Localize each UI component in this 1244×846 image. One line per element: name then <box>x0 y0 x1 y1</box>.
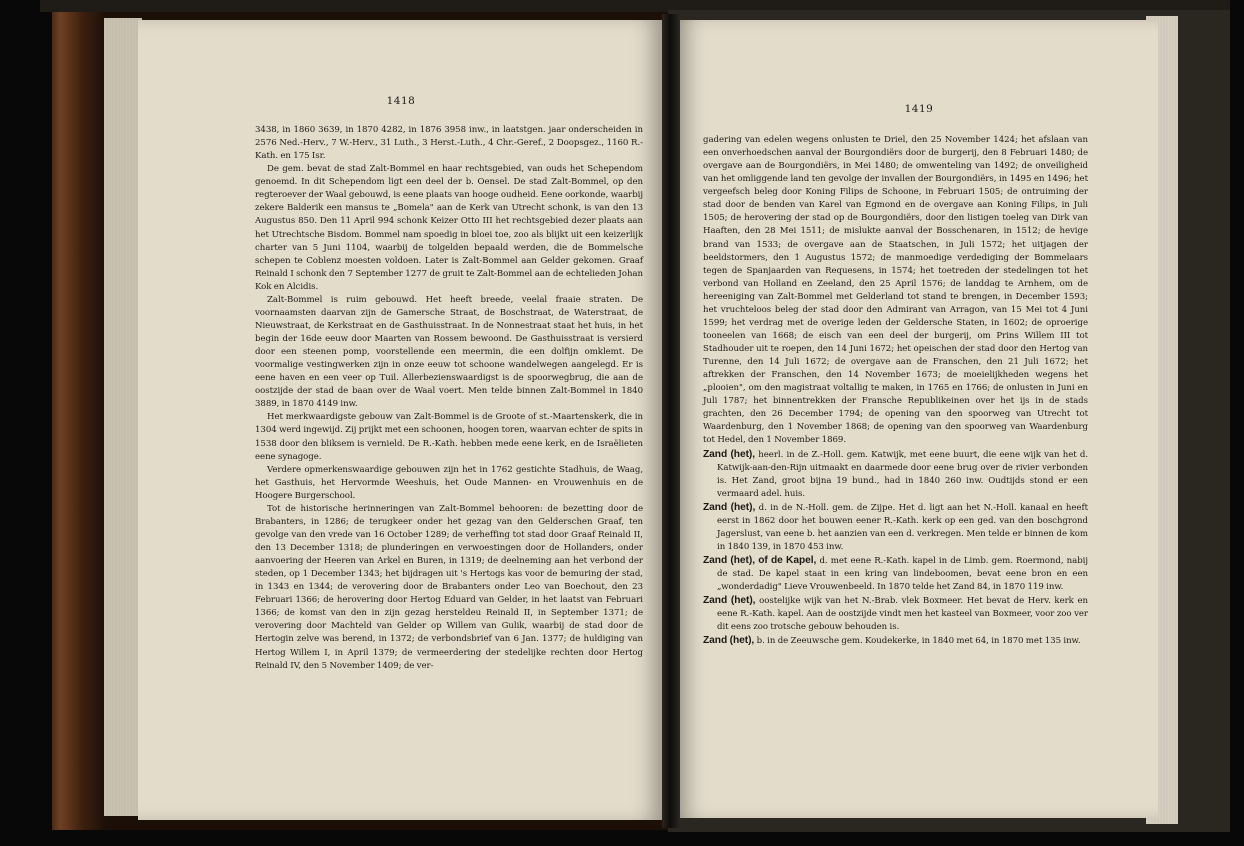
paragraph: 3438, in 1860 3639, in 1870 4282, in 1876 3958 inw., in laatstgen. jaar onderscheiden in 2576 Ned.-Herv., 7 W.-Herv., 31 Luth., 3 Herst.-Luth., 4 Chr.-Geref., 2 Doopsgez., 1160 R.-Kath. en 175 Isr. <box>255 125 643 162</box>
paragraph: De gem. bevat de stad Zalt-Bommel en haar rechtsgebied, van ouds het Schependom genoemd. In dit Schependom ligt een deel der b. Oensel. De stad Zalt-Bommel, op den regteroever der Waal gebouwd, is eene plaats van hooge oudheid. Eene oorkonde, waarbij zekere Balderik een mansus te „Bomela" aan de Kerk van Utrecht schonk, is van den 13 Augustus 850. Den 11 April 994 schonk Keizer Otto III het rechtsgebied dezer plaats aan het Utrechtsche Bisdom. Bommel nam spoedig in bloei toe, zoo als blijkt uit een keizerlijk charter van 5 Juni 1104, waarbij de tolgelden bepaald werden, die de Bommelsche schepen te Coblenz moesten voldoen. Later is Zalt-Bommel aan Gelder gekomen. Graaf Reinald I schonk den 7 September 1277 de gruit te Zalt-Bommel aan de echtelieden Johan Kok en Alcidis. <box>255 164 643 292</box>
paragraph: gadering van edelen wegens onlusten te Driel, den 25 November 1424; het afslaan van een onverhoedschen aanval der Bourgondiërs door de burgerij, den 8 Februari 1480; de overgave aan de Bourgondiërs, in Mei 1480; de omwenteling van 1492; de onveiligheid van het omliggende land ten gevolge der invallen der Bourgondiërs, in 1495 en 1496; het vergeefsch beleg door Koning Filips de Schoone, in Februari 1505; de ontruiming der stad door de benden van Karel van Egmond en de overgave aan Koning Filips, in Juli 1505; de herovering der stad op de Bourgondiërs, door den listigen toeleg van Dirk van Haaften, den 28 Mei 1511; de mislukte aanval der Bosschenaren, in 1512; de hevige brand van 1533; de overgave aan de Staatschen, in Juli 1572; het uitjagen der beeldstormers, den 1 Augustus 1572; de manmoedige verdediging der Bommelaars tegen de Spanjaarden van Requesens, in 1574; het toetreden der stedelingen tot het verbond van Holland en Zeeland, den 25 April 1576; de landdag te Arnhem, om de hereeniging van Zalt-Bommel met Gelderland tot stand te brengen, in December 1593; het vruchteloos beleg der stad door den Admirant van Arragon, van 15 Mei tot 4 Juni 1599; het verdrag met de overige leden der Geldersche Staten, in 1602; de oproerige tooneelen van 1668; de eisch van een deel der burgerij, om Prins Willem III tot Stadhouder uit te roepen, den 14 Juni 1672; het opeischen der stad door den Hertog van Turenne, den 14 Juli 1672; de overgave aan de Franschen, den 21 Juli 1672; het aftrekken der Franschen, den 14 November 1673; de moeielijkheden wegens het „plooien", om den magistraat voltallig te maken, in 1765 en 1766; de onlusten in Juni en Juli 1787; het binnentrekken der Fransche Republikeinen over het ijs in de stads grachten, den 26 December 1794; de opening van den spoorweg van Utrecht tot Waardenburg, den 1 November 1868; de opening van den spoorweg van Waardenburg tot Hedel, den 1 November 1869. <box>703 135 1088 446</box>
dictionary-entry <box>703 554 1088 594</box>
paragraph: Het merkwaardigste gebouw van Zalt-Bommel is de Groote of st.-Maartenskerk, die in 1304 werd ingewijd. Zij prijkt met een schoonen, hoogen toren, waarvan echter de spits in 1538 door den bliksem is vernield. De R.-Kath. hebben mede eene kerk, en de Israëlieten eene synagoge. <box>255 412 643 462</box>
left-page <box>138 20 664 820</box>
dictionary-entry <box>703 594 1088 634</box>
text-column <box>255 124 643 673</box>
entry-text: d. in de N.-Holl. gem. de Zijpe. Het d. ligt aan het N.-Holl. kanaal en heeft eerst in 1862 door het bouwen eener R.-Kath. kerk op een ged. van den boschgrond Jagerslust, van eene b. het aanzien van een d. verkregen. Men telde er binnen de kom in 1840 139, in 1870 453 inw. <box>717 502 1088 552</box>
entry-text: b. in de Zeeuwsche gem. Koudekerke, in 1840 met 64, in 1870 met 135 inw. <box>756 636 1081 647</box>
dictionary-entry <box>703 448 1088 501</box>
paragraph: Verdere opmerkenswaardige gebouwen zijn het in 1762 gestichte Stadhuis, de Waag, het Gasthuis, het Hervormde Weeshuis, het Oude Mannen- en Vrouwenhuis en de Hoogere Burgerschool. <box>255 464 643 501</box>
entry-text: oostelijke wijk van het N.-Brab. vlek Boxmeer. Het bevat de Herv. kerk en eene R.-Kath. kapel. Aan de oostzijde vindt men het kasteel van Boxmeer, voor zoo ver dit eens zoo trotsche gebouw behouden is. <box>717 596 1088 633</box>
right-page <box>680 20 1158 818</box>
text-column <box>703 134 1088 648</box>
entry-headword: Zand (het), <box>703 501 756 513</box>
entry-headword: Zand (het), <box>703 595 756 607</box>
page-number: 1419 <box>904 103 934 115</box>
page-edges-left <box>104 18 142 816</box>
entry-headword: Zand (het), of de Kapel, <box>703 555 817 566</box>
dictionary-entry <box>703 634 1088 648</box>
entry-headword: Zand (het), <box>703 635 755 647</box>
entry-headword: Zand (het), <box>703 448 756 460</box>
book-gutter <box>662 14 680 828</box>
paragraph: Tot de historische herinneringen van Zalt-Bommel behooren: de bezetting door de Brabanters, in 1286; de terugkeer onder het gezag van den Gelderschen Graaf, ten gevolge van den vrede van 16 October 1289; de verheffing tot stad door Graaf Reinald II, den 13 December 1318; de plunderingen en verwoestingen door de Hollanders, onder aanvoering der Heeren van Arkel en Buren, in 1319; de deelneming aan het verbond der steden, op 1 December 1343; het bijdragen uit 's Hertogs kas voor de bemuring der stad, in 1343 en 1344; de verovering door de Brabanters onder Leo van Boechout, den 23 Februari 1366; de herovering door Hertog Eduard van Gelder, in het laatst van Februari 1366; de komst van den in zijn gezag hersteldeu Reinald II, in September 1371; de verovering door Machteld van Gelder op Willem van Gulik, waarbij de stad door de Hertogin zelve was berend, in 1372; de verbondsbrief van 6 Jan. 1377; de huldiging van Hertog Willem I, in April 1379; de vermeerdering der stedelijke rechten door Hertog Reinald IV, den 5 November 1409; de ver- <box>255 503 643 671</box>
page-number: 1418 <box>386 95 416 107</box>
dictionary-entry <box>703 501 1088 554</box>
paragraph: Zalt-Bommel is ruim gebouwd. Het heeft breede, veelal fraaie straten. De voornaamsten daarvan zijn de Gamersche Straat, de Boschstraat, de Waterstraat, de Nieuwstraat, de Kerkstraat en de Gasthuisstraat. In de Nonnestraat staat het huis, in het begin der 16de eeuw door Maarten van Rossem bewoond. De Gasthuisstraat is versierd door een steenen pomp, voorstellende een meermin, die een dolfijn omklemt. De voormalige vestingwerken zijn in onze eeuw tot schoone wandelwegen aangelegd. Er is eene haven en een veer op Tuil. Allerbezienswaardigst is de spoorwegbrug, die aan de oostzijde der stad de baan over de Waal voert. Men telde binnen Zalt-Bommel in 1840 3889, in 1870 4149 inw. <box>255 294 643 410</box>
entry-text: d. met eene R.-Kath. kapel in de Limb. gem. Roermond, nabij de stad. De kapel staat in een kring van lindeboomen, bevat eene bron en een „wonderdadig" Lieve Vrouwenbeeld. In 1870 telde het Zand 84, in 1870 119 inw. <box>717 556 1088 593</box>
entry-text: heerl. in de Z.-Holl. gem. Katwijk, met eene buurt, die eene wijk van het d. Katwijk-aan-den-Rijn uitmaakt en daarmede door eene brug over de rivier verbonden is. Het Zand, groot bijna 19 bund., had in 1840 260 inw. Oudtijds stond er een vermaard adel. huis. <box>717 449 1089 499</box>
